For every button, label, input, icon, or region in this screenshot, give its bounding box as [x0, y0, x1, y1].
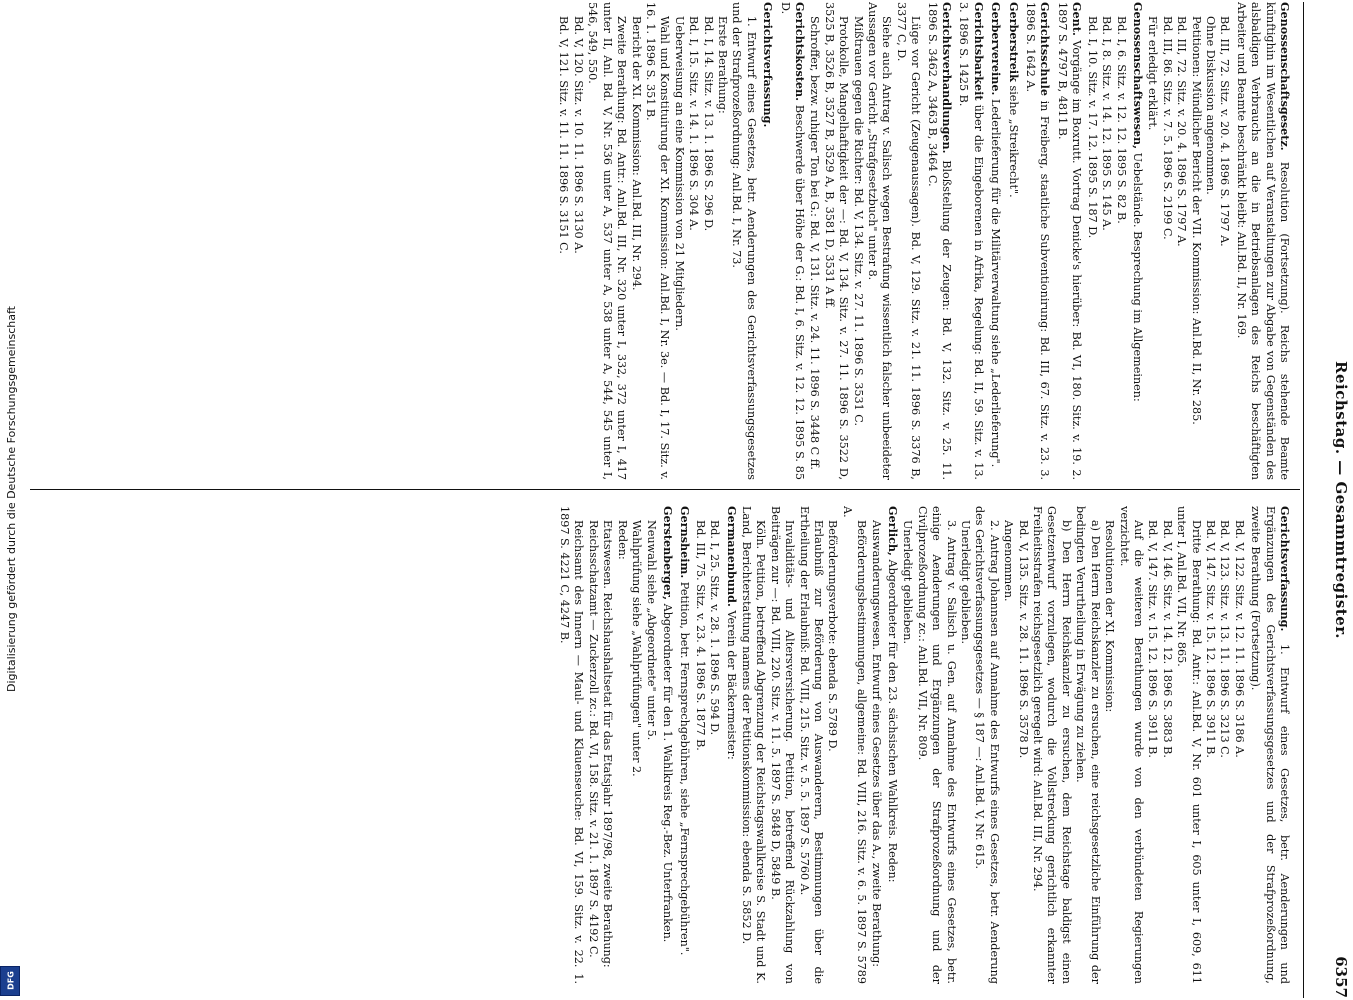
entry-text: Mißtrauen gegen die Richter: Bd. V, 134. Sitz. v. 27. 11. 1896 S. 3531 C. — [851, 16, 865, 426]
entry-text: Bd. V, 146. Sitz. v. 14. 12. 1896 S. 3883 B. — [1160, 520, 1174, 758]
register-entry — [1217, 520, 1231, 984]
entry-text: Angenommen. — [1002, 520, 1016, 602]
entry-text: in Freiberg, staatliche Subventionirung: Bd. III, 67. Sitz. v. 23. 3. 1896 S. 1642 A. — [1024, 2, 1052, 481]
entry-text: Lederlieferung für die Militärverwaltung siehe „Lederlieferung". — [989, 99, 1003, 468]
entry-text: Reichsamt des Innern — Maul- und Klauenseuche: Bd. VI, 159. Sitz. v. 22. 1. 1897 S. 4221 C, 4247 B. — [558, 506, 586, 984]
register-entry — [988, 2, 1003, 480]
entry-text: Vorgänge im Boxrutt. Vortrag Denicke's hierüber: Bd. VI, 180. Sitz. v. 19. 2. 1897 S. 4797 B, 4811 B. — [1055, 2, 1084, 480]
entry-heading: Gerlich, — [886, 506, 901, 556]
register-entry — [571, 16, 585, 480]
entry-heading: Gerberstreik — [1006, 2, 1021, 82]
register-entry — [707, 520, 721, 984]
entry-text: Uebelstände. Besprechung im Allgemeinen: — [1130, 152, 1144, 402]
entry-text: Petition, betr. Fernsprechgebühren, siehe „Fernsprechgebühren". — [678, 581, 692, 956]
register-entry — [692, 520, 706, 984]
column-divider — [30, 489, 1300, 490]
entry-heading: Genossenschaftsgesetz. — [1278, 2, 1292, 151]
register-entry — [1159, 16, 1173, 480]
register-entry — [760, 2, 775, 480]
register-entry — [1248, 506, 1292, 984]
entry-heading: Gernsheim. — [678, 506, 693, 579]
register-entry — [914, 506, 957, 984]
page-number: 6357 — [1332, 956, 1350, 998]
register-entry — [807, 2, 821, 480]
entry-text: Resolutionen der XI. Kommission: — [1103, 520, 1117, 713]
register-entry — [1015, 520, 1029, 984]
register-entry — [777, 2, 807, 480]
entry-text: Wahlprüfung siehe „Wahlprüfungen" unter 2. — [630, 520, 644, 777]
entry-text: Schroffer, bezw. ruhiger Ton bei G.: Bd. V, 131. Sitz. v. 24. 11. 1896 S. 3448 C ff. — [808, 16, 822, 470]
register-entry — [1203, 2, 1217, 480]
register-entry — [1005, 2, 1020, 480]
entry-text: Ueberweisung an eine Kommission von 21 Mitgliedern. — [672, 16, 686, 331]
register-entry — [671, 2, 685, 480]
register-entry — [715, 2, 729, 480]
entry-text: Protokolle, Mangelhaftigkeit der —: Bd. V, 134. Sitz. v. 27. 11. 1896 S. 3522 D, 3525 B, 3526 B, 3527 B, 3529 A, B, 3581 D, 3531 A ff. — [822, 2, 851, 480]
entry-text: Bd. V, 122. Sitz. v. 12. 11. 1896 S. 3186 A. — [1232, 520, 1246, 758]
register-entry — [1217, 16, 1231, 480]
entry-text: Dritte Berathung: Bd. Antr.: Anl.Bd. V, Nr. 601 unter I, 605 unter I, 609, 611 unter I, Anl.Bd. VII, Nr. 865. — [1175, 506, 1203, 984]
entry-text: 2. Antrag Johannsen auf Annahme des Entwurfs eines Gesetzes, betr. Aenderung des Gerichtsverfassungsgesetzes — § 187 —: Anl.Bd. V, Nr. 615. — [973, 506, 1001, 984]
rotated-register-page — [30, 0, 1350, 1000]
register-entry — [556, 16, 570, 480]
register-entry — [1001, 506, 1015, 984]
entry-text: Auswanderungswesen. Entwurf eines Gesetzes über das A., zweite Berathung: — [869, 520, 883, 968]
entry-text: Köln. Petition, betreffend Abgrenzung der Reichstagswahlkreise S. Stadt und K. Land, Berichterstattung namens der Petitionskommission: ebenda S. 5852 D. — [739, 506, 768, 984]
register-entry — [628, 2, 642, 480]
entry-text: Abgeordneter für den 1. Wahlkreis Reg.-Bez. Unterfranken. — [660, 603, 674, 943]
entry-text: Bd. III, 86. Sitz. v. 7. 5. 1896 S. 2199 C. — [1160, 16, 1174, 240]
entry-text: Zweite Berathung: Bd. Antr.: Anl.Bd. III, Nr. 320 unter I, 332, 372 unter I, 417 unter II, Anl. Bd. V, Nr. 536 unter A, 537 unter A, 538 unter A, 544, 545 unter I, 546, 549, 550. — [586, 2, 629, 480]
entry-heading: Genossenschaftswesen, — [1130, 2, 1145, 150]
register-entry — [839, 506, 868, 984]
entry-text: Ohne Diskussion angenommen. — [1203, 16, 1217, 195]
entry-text: Bd. V, 123. Sitz. v. 13. 11. 1896 S. 3213 C. — [1218, 520, 1232, 758]
entry-text: Petitionen: Mündlicher Bericht der VII. Kommission: Anl.Bd. II, Nr. 285. — [1189, 16, 1203, 425]
running-title: Reichstag. — Gesammtregister. — [1332, 361, 1350, 639]
entry-heading: Gerichtsverfassung. — [761, 2, 776, 128]
register-entry — [900, 506, 914, 984]
register-entry — [1030, 506, 1073, 984]
entry-text: Bd. I, 14. Sitz. v. 13. 1. 1896 S. 296 D. — [701, 16, 715, 232]
entry-text: Erlaubniß zur Beförderung von Auswanderern, Bestimmungen über die Ertheilung der Erlaubniß: Bd. VIII, 215. Sitz. v. 5. 5. 1897 S. 5760 A. — [797, 506, 825, 984]
entry-text: Lüge vor Gericht (Zeugenaussagen). Bd. V, 129. Sitz. v. 21. 11. 1896 S. 3376 B, 3377 C, D. — [894, 2, 923, 480]
entry-heading: Gerichtsverhandlungen. — [940, 2, 955, 154]
entry-text: b) Den Herrn Reichskanzler zu ersuchen, dem Reichstage baldigst einen Gesetzentwurf vorzulegen, wodurch die Vollstreckung gerichtlich erkannter Freiheitsstrafen reichsgesetzlich geregelt wird: Anl.Bd. III, Nr. 294. — [1031, 506, 1073, 984]
entry-text: Bd. I, 6. Sitz. v. 12. 12. 1895 S. 82 B. — [1114, 16, 1128, 224]
entry-text: Bd. I, 8. Sitz. v. 14. 12. 1895 S. 145 A. — [1100, 16, 1114, 231]
left-column — [557, 506, 1292, 984]
register-entry — [1084, 16, 1098, 480]
register-entry — [821, 2, 850, 480]
register-entry — [585, 2, 628, 480]
register-entry — [1233, 2, 1292, 480]
entry-text: Invaliditäts- und Altersversicherung. Petition, betreffend Rückzahlung von Beiträgen zur —: Bd. VIII, 220. Sitz. v. 11. 5. 1897 S. 5848 D, 5849 B. — [768, 506, 797, 984]
entry-text: Erste Berathung: — [715, 16, 729, 114]
register-entry — [686, 16, 700, 480]
register-entry — [924, 2, 954, 480]
entry-text: a) Den Herrn Reichskanzler zu ersuchen, eine reichsgesetzliche Einführung der bedingten Verurtheilung in Erwägung zu ziehen. — [1074, 506, 1102, 984]
register-entry — [958, 506, 972, 984]
entry-text: Wahl und Konstituirung der XI. Kommission: Anl.Bd. I, Nr. 3e. — Bd. I, 17. Sitz. v. 16. 1. 1896 S. 351 B. — [643, 2, 672, 480]
page-header — [1302, 0, 1350, 1000]
register-entry — [825, 506, 839, 984]
entry-text: Reichsschatzamt — Zuckerzoll zc.: Bd. VI, 158. Sitz. v. 21. 1. 1897 S. 4192 C. — [586, 520, 600, 958]
entry-text: Reden: — [615, 520, 629, 560]
register-entry — [868, 506, 882, 984]
entry-text: Auf die weiteren Berathungen wurde von den verbündeten Regierungen verzichtet. — [1117, 506, 1145, 984]
register-entry — [660, 506, 675, 984]
entry-heading: Gerstenberger, — [660, 506, 675, 601]
digitization-credit: Digitalisierung gefördert durch die Deutsche Forschungsgemeinschaft — [5, 306, 18, 692]
register-entry — [723, 506, 738, 984]
register-entry — [956, 2, 986, 480]
entry-text: Bd. III, 72. Sitz. v. 20. 4. 1896 S. 1797 A. — [1175, 16, 1189, 247]
register-entry — [643, 506, 657, 984]
register-entry — [1055, 2, 1085, 480]
entry-text: Bd. V, 121. Sitz. v. 11. 11. 1896 S. 3151 C. — [557, 16, 571, 254]
entry-heading: Gerichtsschule — [1038, 2, 1053, 96]
register-entry — [850, 2, 864, 480]
entry-text: Bd. V, 120. Sitz. v. 10. 11. 1896 S. 3130 A. — [571, 16, 585, 254]
register-entry — [557, 506, 586, 984]
entry-text: Bd. I, 15. Sitz. v. 14. 1. 1896 S. 304 A. — [687, 16, 701, 231]
dfg-logo — [0, 966, 20, 996]
register-entry — [677, 506, 692, 984]
entry-text: Bd. III, 72. Sitz. v. 20. 4. 1896 S. 1797 A. — [1218, 16, 1232, 247]
register-entry — [1231, 520, 1245, 984]
register-entry — [1102, 506, 1116, 984]
register-entry — [1116, 506, 1145, 984]
entry-text: Beschwerde über Höhe der G.: Bd. I, 6. Sitz. v. 12. 12. 1895 S. 85 D. — [778, 2, 806, 481]
entry-text: Bloßstellung der Zeugen: Bd. V, 132. Sitz. v. 25. 11. 1896 S. 3462 A, 3463 B, 3464 C. — [925, 2, 954, 480]
register-entry — [796, 506, 825, 984]
right-column — [556, 2, 1292, 480]
entry-heading: Gerichtsbarkeit — [971, 2, 986, 101]
register-entry — [885, 506, 900, 984]
register-entry — [1159, 520, 1173, 984]
register-entry — [739, 506, 768, 984]
entry-text: Neuwahl siehe „Abgeordnete" unter 5. — [644, 520, 658, 741]
entry-heading: Gent. — [1070, 2, 1085, 36]
register-entry — [767, 506, 796, 984]
register-entry — [972, 506, 1001, 984]
entry-text: Resolution (Fortsetzung). Reichs stehende Beamte künftighin im Wesentlichen auf Veranstaltungen zur Abgabe von Gegenständen des alsbaldigen Verbrauchs an die in Betriebsanlagen des Reichs beschäftigten Arbeiter und Beamte beschränkt bleibt: Anl.Bd. II, Nr. 169. — [1234, 2, 1291, 480]
entry-text: Abgeordneter für den 23. sächsischen Wahlkreis. Reden: — [886, 559, 900, 883]
entry-text: über die Eingeborenen in Afrika, Regelung: Bd. II, 59. Sitz. v. 13. 3. 1896 S. 1425 B. — [957, 2, 985, 480]
register-entry — [1113, 16, 1127, 480]
entry-text: Bd. I, 10. Sitz. v. 17. 12. 1895 S. 187 D. — [1085, 16, 1099, 239]
entry-text: siehe „Streikrecht". — [1006, 85, 1020, 198]
entry-text: Verein der Bäckermeister: — [724, 610, 738, 760]
entry-text: Beförderungsbestimmungen, allgemeine: Bd. VIII, 216. Sitz. v. 6. 5. 1897 S. 5789 A. — [840, 506, 869, 984]
dfg-logo-text: DFG — [6, 971, 16, 990]
entry-heading: Gerichtsverfassung. — [1278, 506, 1292, 632]
entry-text: Für erledigt erklärt. — [1146, 16, 1160, 131]
register-entry — [586, 506, 600, 984]
register-entry — [1130, 2, 1145, 480]
entry-text: 1. Entwurf eines Gesetzes, betr. Aenderungen und Ergänzungen des Gerichtsverfassungsgesetzes und der Strafprozeßordnung, zweite Berathung (Fortsetzung). — [1249, 506, 1291, 984]
register-entry — [1099, 16, 1113, 480]
register-entry — [1203, 520, 1217, 984]
entry-heading: Gerichtskosten. — [793, 2, 807, 102]
entry-text: Etatswesen. Reichshaushaltsetat für das Etatsjahr 1897/98, zweite Berathung: — [601, 520, 615, 968]
register-entry — [600, 506, 614, 984]
entry-text: Siehe auch Antrag v. Salisch wegen Bestrafung wissentlich falscher unbeeideter Aussagen vor Gericht „Strafgesetzbuch" unter 8. — [866, 2, 894, 480]
entry-text: Bd. V, 147. Sitz. v. 15. 12. 1896 S. 3911 B. — [1203, 520, 1217, 758]
entry-text: Bd. V, 147. Sitz. v. 15. 12. 1896 S. 3911 B. — [1146, 520, 1160, 758]
register-entry — [729, 2, 758, 480]
entry-text: Bd. V, 135. Sitz. v. 28. 11. 1896 S. 3578 D. — [1016, 520, 1030, 759]
register-entry — [700, 16, 714, 480]
register-entry — [643, 2, 672, 480]
register-entry — [1174, 506, 1203, 984]
entry-text: Beförderungsverbote: ebenda S. 5789 D. — [826, 520, 840, 752]
entry-text: Bd. III, 75. Sitz. v. 23. 4. 1896 S. 1877 B. — [693, 520, 707, 751]
entry-text: Bd. I, 25. Sitz. v. 28. 1. 1896 S. 594 D. — [708, 520, 722, 736]
register-entry — [1145, 520, 1159, 984]
entry-heading: Gerbervereine. — [989, 2, 1004, 96]
register-entry — [629, 506, 643, 984]
register-entry — [1023, 2, 1053, 480]
entry-text: Unerledigt geblieben. — [959, 520, 973, 645]
header-rule — [1303, 2, 1304, 998]
register-entry — [1188, 2, 1202, 480]
register-entry — [614, 506, 628, 984]
entry-text: Unerledigt geblieben. — [901, 520, 915, 645]
register-entry — [1073, 506, 1102, 984]
register-entry — [893, 2, 922, 480]
register-entry — [1145, 2, 1159, 480]
entry-text: 1. Entwurf eines Gesetzes, betr. Aenderungen des Gerichtsverfassungsgesetzes und der Strafprozeßordnung: Anl.Bd. I, Nr. 73. — [730, 2, 758, 480]
entry-text: Bericht der XI. Kommission: Anl.Bd. III, Nr. 294. — [629, 16, 643, 291]
entry-text: 3. Antrag v. Salisch u. Gen. auf Annahme des Entwurfs eines Gesetzes, betr. einige Aenderungen und Ergänzungen der Strafprozeßordnung und der Civilprozeßordnung zc.: Anl.Bd. VII, Nr. 809. — [915, 506, 958, 984]
register-entry — [1174, 16, 1188, 480]
register-entry — [865, 2, 894, 480]
entry-heading: Germanenbund. — [724, 506, 739, 607]
